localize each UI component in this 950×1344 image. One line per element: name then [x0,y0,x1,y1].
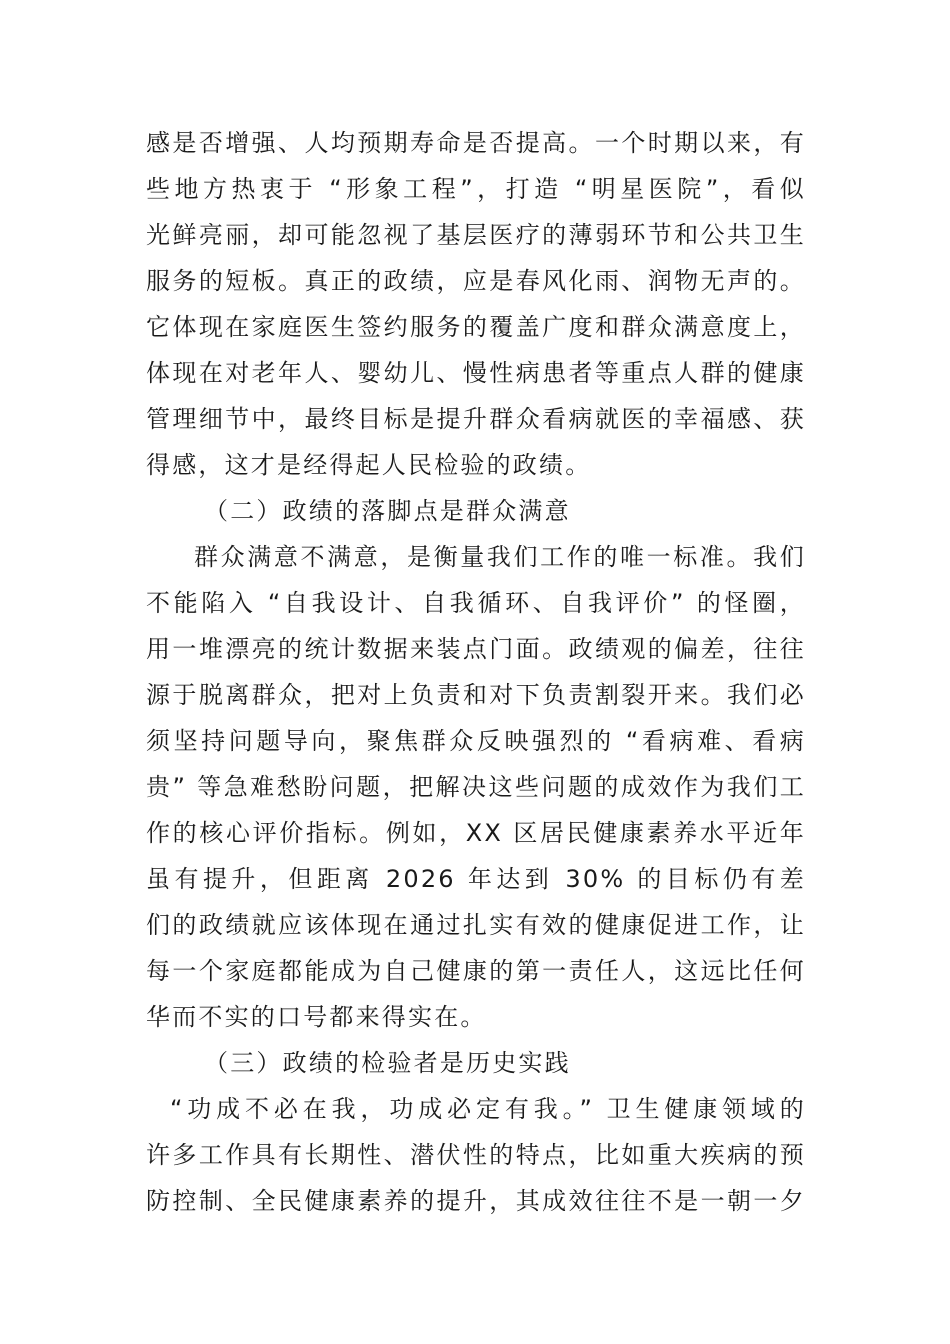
text-line: 用一堆漂亮的统计数据来装点门面。政绩观的偏差，往往 [146,635,806,663]
text-line: 体现在对老年人、婴幼儿、慢性病患者等重点人群的健康 [146,359,806,387]
text-line: 许多工作具有长期性、潜伏性的特点，比如重大疾病的预 [146,1141,806,1169]
section-heading-2: （二）政绩的落脚点是群众满意 [204,497,571,525]
text-line: 光鲜亮丽，却可能忽视了基层医疗的薄弱环节和公共卫生 [146,221,806,249]
text-line: 它体现在家庭医生签约服务的覆盖广度和群众满意度上， [146,313,806,341]
text-line: 得感，这才是经得起人民检验的政绩。 [146,451,592,479]
text-line: “功成不必在我，功成必定有我。” 卫生健康领域的 [170,1095,806,1123]
text-line: 防控制、全民健康素养的提升，其成效往往不是一朝一夕 [146,1187,806,1215]
text-line: 管理细节中，最终目标是提升群众看病就医的幸福感、获 [146,405,806,433]
text-line: 们的政绩就应该体现在通过扎实有效的健康促进工作，让 [146,911,806,939]
text-line: 源于脱离群众，把对上负责和对下负责割裂开来。我们必 [146,681,806,709]
section-heading-3: （三）政绩的检验者是历史实践 [204,1049,571,1077]
text-line: 服务的短板。真正的政绩，应是春风化雨、润物无声的。 [146,267,806,295]
text-line: 须坚持问题导向，聚焦群众反映强烈的 “看病难、看病 [146,727,806,755]
text-line: 不能陷入 “自我设计、自我循环、自我评价” 的怪圈， [146,589,806,617]
text-line: 感是否增强、人均预期寿命是否提高。一个时期以来，有 [146,129,806,157]
text-line: 华而不实的口号都来得实在。 [146,1003,487,1031]
text-line: 贵” 等急难愁盼问题，把解决这些问题的成效作为我们工 [146,773,806,801]
text-line: 作的核心评价指标。例如，XX 区居民健康素养水平近年 [146,819,806,847]
document-body [146,120,806,1224]
text-line: 群众满意不满意，是衡量我们工作的唯一标准。我们 [194,543,806,571]
text-line: 些地方热衷于 “形象工程”，打造 “明星医院”，看似 [146,175,806,203]
text-line: 每一个家庭都能成为自己健康的第一责任人，这远比任何 [146,957,806,985]
text-line: 虽有提升，但距离 2026 年达到 30% 的目标仍有差 [146,865,806,893]
